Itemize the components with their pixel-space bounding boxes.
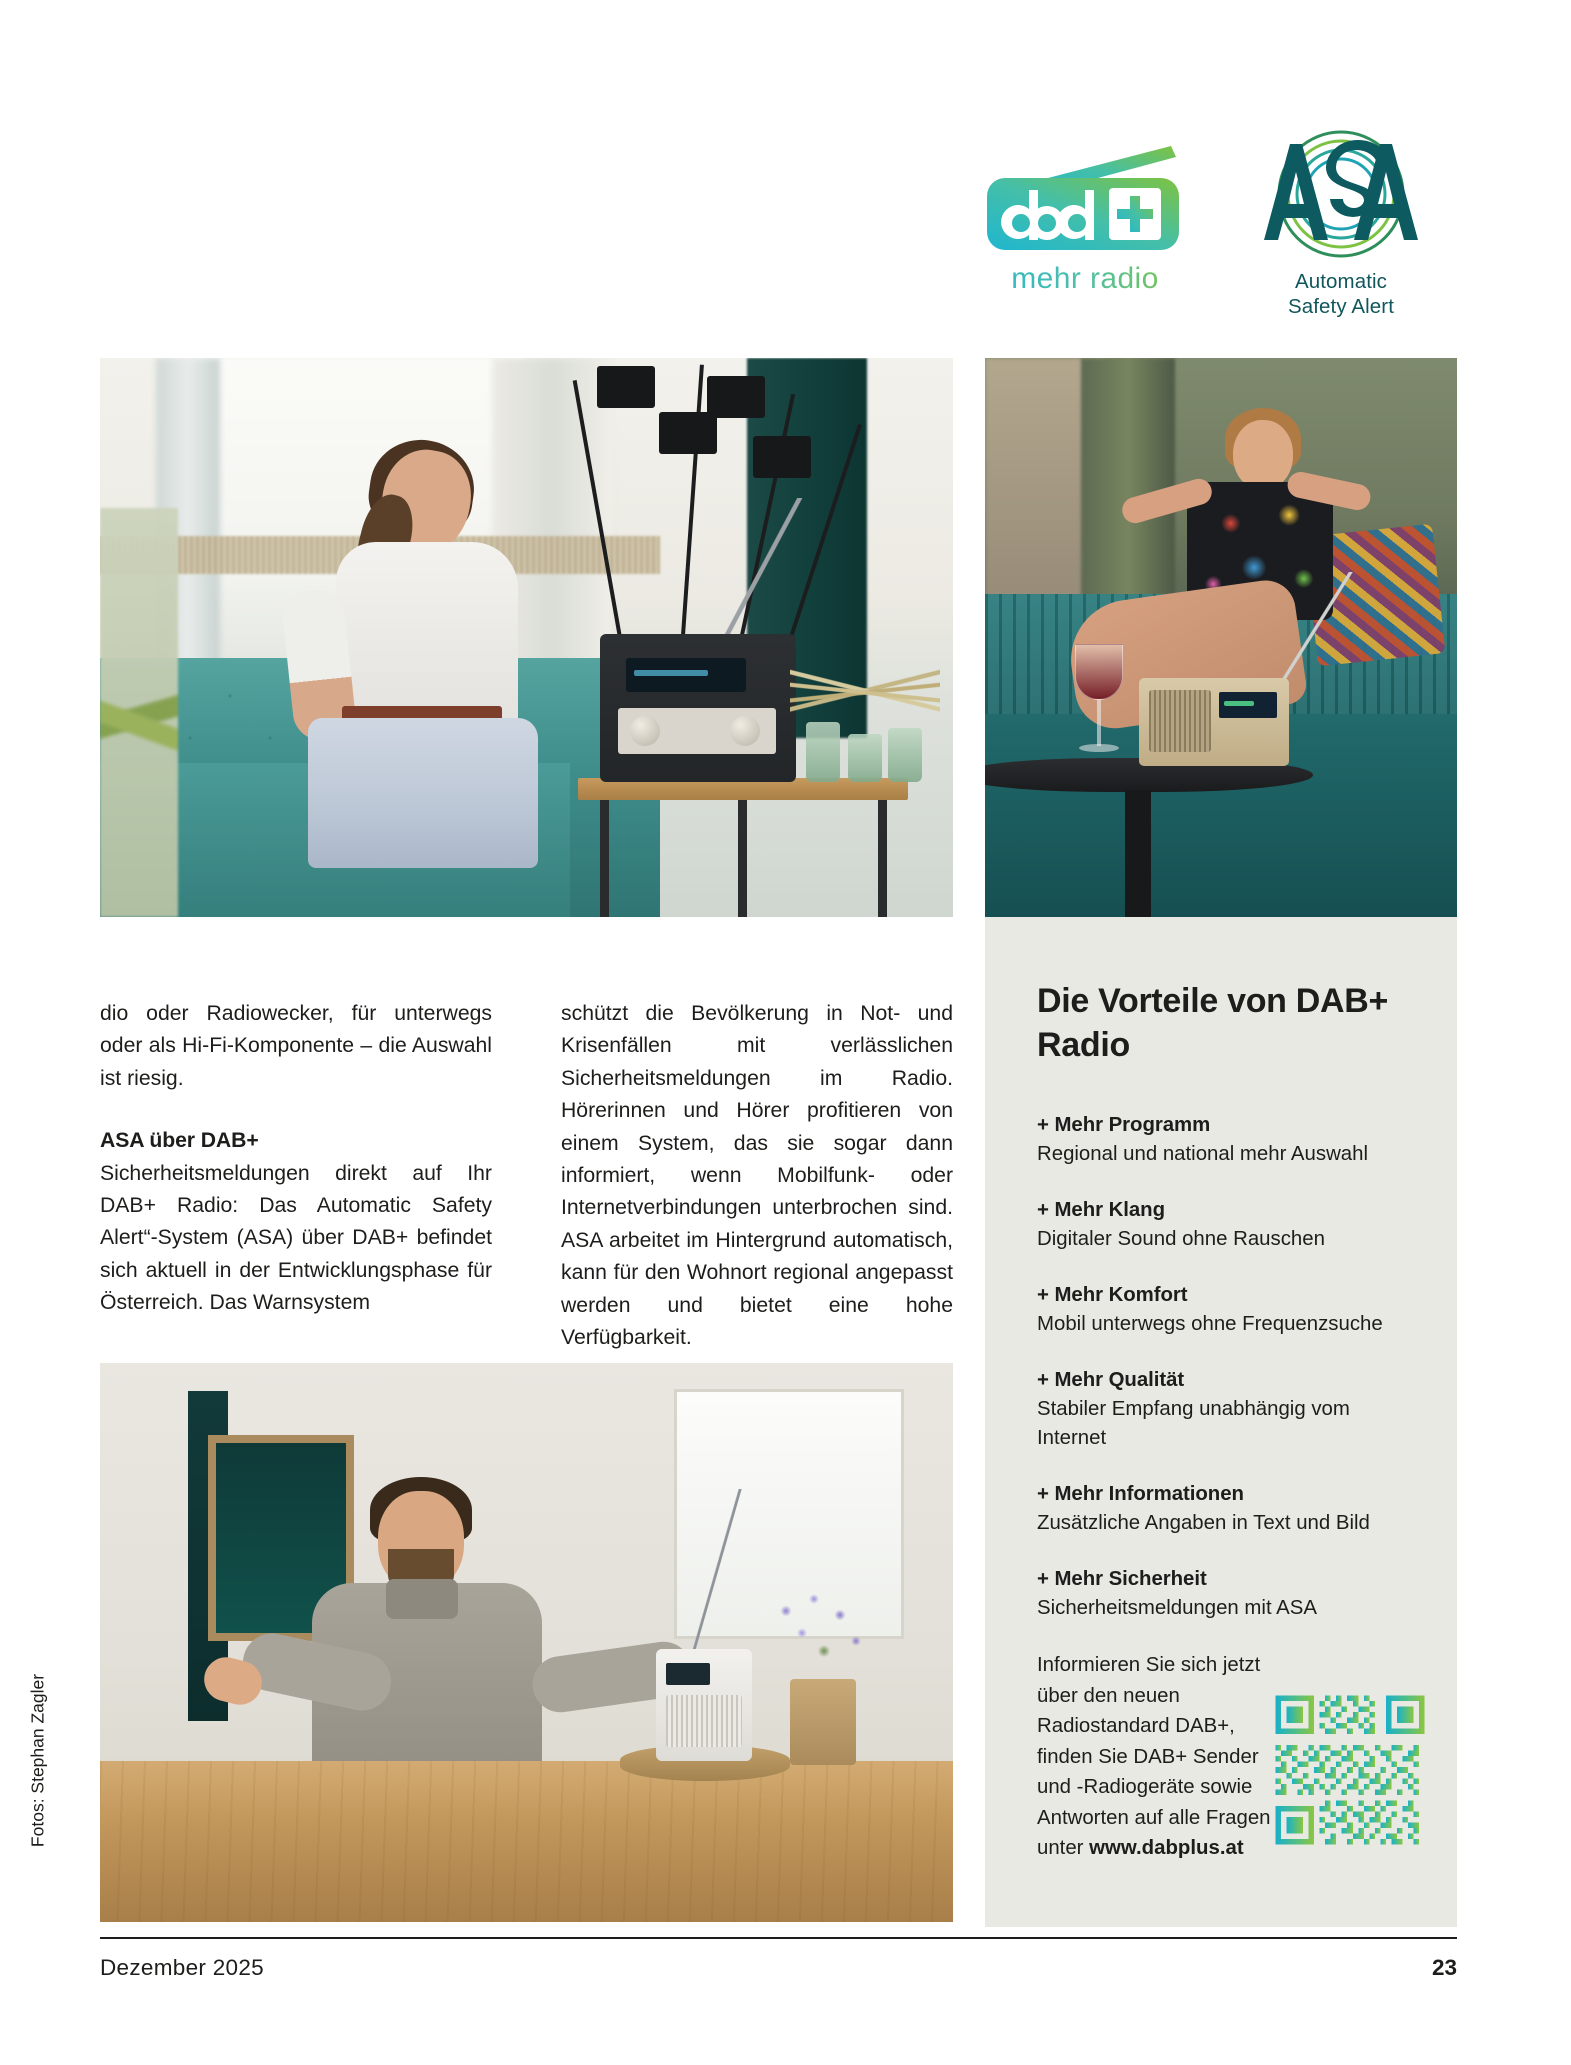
dab-radio-device-wood — [1139, 678, 1289, 766]
benefit-description: Zusätzliche Angaben in Text und Bild — [1037, 1512, 1370, 1534]
sidebar-website-url[interactable]: www.dabplus.at — [1089, 1837, 1244, 1859]
brand-logo-bar — [985, 128, 1455, 328]
sidebar-outro — [1037, 1650, 1277, 1864]
paragraph-asa-cont: schützt die Bevölkerung in Not- und Krisenfällen mit verlässlichen Sicherheitsmeldungen im Radio. Hörerinnen und Hörer profitieren von einem System, das sie sogar dann informiert, wenn Mobilfunk- oder Internetverbindungen unterbrochen sind. ASA arbeitet im Hintergrund automatisch, kann für den Wohnort regional angepasst werden und bietet eine hohe Verfügbarkeit. — [561, 1002, 953, 1350]
asa-subtitle — [1241, 270, 1441, 319]
photo-couch-wine — [985, 358, 1457, 917]
benefit-description: Sicherheitsmeldungen mit ASA — [1037, 1597, 1317, 1619]
benefit-item — [1037, 1111, 1405, 1169]
dab-radio-icon — [985, 140, 1181, 252]
sidebar-outro-text: Informieren Sie sich jetzt über den neuen Radiostandard DAB+, finden Sie DAB+ Sender und -Radiogeräte sowie Antworten auf alle Fragen unter — [1037, 1654, 1271, 1859]
benefit-item — [1037, 1565, 1405, 1623]
lavender-flowers — [760, 1589, 890, 1685]
benefit-title: + Mehr Qualität — [1037, 1369, 1185, 1391]
benefit-item — [1037, 1480, 1405, 1538]
page-number: 23 — [1431, 1955, 1457, 1980]
dab-plus-logo — [985, 128, 1185, 296]
article-column-left — [100, 998, 492, 1320]
round-side-table — [985, 758, 1315, 917]
article-column-right — [561, 998, 953, 1354]
benefit-title: + Mehr Sicherheit — [1037, 1568, 1207, 1590]
article-subheading: ASA über DAB+ — [100, 1129, 259, 1153]
benefit-title: + Mehr Komfort — [1037, 1284, 1188, 1306]
decor-jars — [800, 698, 920, 782]
article-body — [100, 998, 953, 1354]
wine-glass — [1069, 644, 1129, 764]
benefit-item — [1037, 1366, 1405, 1453]
asa-subtitle-line2: Safety Alert — [1287, 294, 1395, 318]
asa-subtitle-line1: Automatic — [1294, 270, 1388, 293]
photo-living-room — [100, 358, 953, 917]
person-woman-seated — [298, 450, 548, 850]
benefit-title: + Mehr Klang — [1037, 1199, 1165, 1221]
qr-code[interactable] — [1270, 1690, 1430, 1850]
footer-divider — [100, 1937, 1457, 1939]
paragraph-intro: dio oder Radiowecker, für unterwegs oder als Hi-Fi-Komponente – die Auswahl ist riesig. — [100, 1002, 492, 1090]
sidebar-title: Die Vorteile von DAB+ Radio — [1037, 982, 1389, 1064]
benefit-title: + Mehr Programm — [1037, 1114, 1211, 1136]
asa-logo — [1241, 128, 1441, 319]
side-table — [578, 778, 908, 917]
benefit-title: + Mehr Informationen — [1037, 1483, 1244, 1505]
person-man-talking — [278, 1483, 608, 1783]
benefit-description: Regional und national mehr Auswahl — [1037, 1143, 1368, 1165]
footer-issue-date: Dezember 2025 — [100, 1955, 264, 1980]
asa-waves-icon — [1252, 128, 1430, 268]
paragraph-asa: Sicherheitsmeldungen direkt auf Ihr DAB+ Radio: Das Automatic Safety Alert“-System (ASA) über DAB+ befindet sich aktuell in der Entwicklungsphase für Österreich. Das Warnsystem — [100, 1161, 492, 1315]
photo-man-table — [100, 1363, 953, 1922]
photo-credit: Fotos: Stephan Zagler — [27, 1673, 48, 1848]
benefit-description: Stabiler Empfang unabhängig vom Internet — [1037, 1398, 1350, 1449]
dab-radio-device — [600, 634, 796, 782]
flower-vase — [790, 1679, 856, 1765]
dab-radio-device-white — [656, 1649, 752, 1761]
dab-tagline: mehr radio — [985, 262, 1185, 296]
benefit-item — [1037, 1196, 1405, 1254]
benefit-description: Digitaler Sound ohne Rauschen — [1037, 1228, 1325, 1250]
benefit-description: Mobil unterwegs ohne Frequenzsuche — [1037, 1313, 1383, 1335]
benefit-item — [1037, 1281, 1405, 1339]
